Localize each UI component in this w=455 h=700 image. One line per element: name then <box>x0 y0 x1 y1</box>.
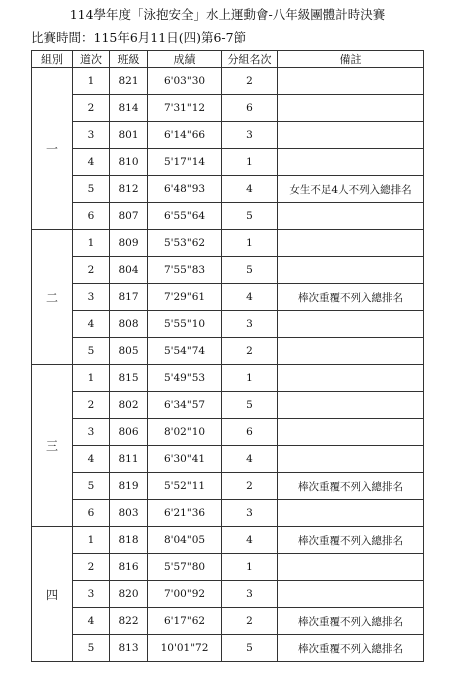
note-cell <box>278 122 424 149</box>
time-cell: 6'55"64 <box>148 203 222 230</box>
note-cell: 棒次重覆不列入總排名 <box>278 473 424 500</box>
header-group: 組別 <box>32 51 73 68</box>
note-cell: 棒次重覆不列入總排名 <box>278 527 424 554</box>
class-cell: 807 <box>110 203 148 230</box>
lane-cell: 3 <box>73 419 110 446</box>
table-header <box>32 51 424 68</box>
rank-cell: 3 <box>222 581 278 608</box>
time-cell: 7'29"61 <box>148 284 222 311</box>
table-row <box>32 338 424 365</box>
note-cell <box>278 365 424 392</box>
table-row <box>32 68 424 95</box>
lane-cell: 3 <box>73 122 110 149</box>
table-row <box>32 635 424 662</box>
class-cell: 815 <box>110 365 148 392</box>
rank-cell: 6 <box>222 95 278 122</box>
time-cell: 7'31"12 <box>148 95 222 122</box>
class-cell: 814 <box>110 95 148 122</box>
note-cell <box>278 68 424 95</box>
time-cell: 5'52"11 <box>148 473 222 500</box>
rank-cell: 5 <box>222 203 278 230</box>
table-row <box>32 149 424 176</box>
time-cell: 7'00"92 <box>148 581 222 608</box>
note-cell: 棒次重覆不列入總排名 <box>278 635 424 662</box>
table-row <box>32 473 424 500</box>
lane-cell: 1 <box>73 527 110 554</box>
table-row <box>32 527 424 554</box>
lane-cell: 1 <box>73 230 110 257</box>
table-row <box>32 95 424 122</box>
class-cell: 802 <box>110 392 148 419</box>
group-cell: 二 <box>32 230 73 365</box>
class-cell: 804 <box>110 257 148 284</box>
table-row <box>32 365 424 392</box>
lane-cell: 2 <box>73 554 110 581</box>
table-row <box>32 311 424 338</box>
class-cell: 806 <box>110 419 148 446</box>
note-cell <box>278 581 424 608</box>
time-cell: 10'01"72 <box>148 635 222 662</box>
class-cell: 809 <box>110 230 148 257</box>
class-cell: 810 <box>110 149 148 176</box>
lane-cell: 2 <box>73 95 110 122</box>
time-cell: 6'48"93 <box>148 176 222 203</box>
results-table <box>31 50 424 662</box>
lane-cell: 6 <box>73 203 110 230</box>
note-cell <box>278 257 424 284</box>
time-cell: 5'53"62 <box>148 230 222 257</box>
time-cell: 7'55"83 <box>148 257 222 284</box>
lane-cell: 4 <box>73 446 110 473</box>
lane-cell: 5 <box>73 635 110 662</box>
lane-cell: 5 <box>73 176 110 203</box>
table-row <box>32 446 424 473</box>
rank-cell: 5 <box>222 635 278 662</box>
note-cell <box>278 554 424 581</box>
table-row <box>32 392 424 419</box>
time-cell: 6'34"57 <box>148 392 222 419</box>
table-row <box>32 500 424 527</box>
time-cell: 6'17"62 <box>148 608 222 635</box>
rank-cell: 5 <box>222 257 278 284</box>
lane-cell: 6 <box>73 500 110 527</box>
lane-cell: 2 <box>73 392 110 419</box>
note-cell <box>278 230 424 257</box>
table-row <box>32 608 424 635</box>
lane-cell: 4 <box>73 311 110 338</box>
time-cell: 5'54"74 <box>148 338 222 365</box>
table-row <box>32 257 424 284</box>
note-cell <box>278 203 424 230</box>
rank-cell: 4 <box>222 284 278 311</box>
group-cell: 三 <box>32 365 73 527</box>
rank-cell: 1 <box>222 365 278 392</box>
note-cell: 女生不足4人不列入總排名 <box>278 176 424 203</box>
rank-cell: 2 <box>222 338 278 365</box>
table-body <box>32 68 424 662</box>
rank-cell: 6 <box>222 419 278 446</box>
header-lane: 道次 <box>73 51 110 68</box>
lane-cell: 4 <box>73 608 110 635</box>
note-cell <box>278 338 424 365</box>
lane-cell: 1 <box>73 365 110 392</box>
rank-cell: 3 <box>222 122 278 149</box>
lane-cell: 2 <box>73 257 110 284</box>
rank-cell: 4 <box>222 527 278 554</box>
class-cell: 801 <box>110 122 148 149</box>
class-cell: 819 <box>110 473 148 500</box>
time-cell: 6'21"36 <box>148 500 222 527</box>
header-rank: 分組名次 <box>222 51 278 68</box>
note-cell <box>278 392 424 419</box>
rank-cell: 3 <box>222 500 278 527</box>
note-cell <box>278 149 424 176</box>
note-cell: 棒次重覆不列入總排名 <box>278 284 424 311</box>
lane-cell: 3 <box>73 284 110 311</box>
rank-cell: 2 <box>222 608 278 635</box>
note-cell: 棒次重覆不列入總排名 <box>278 608 424 635</box>
class-cell: 821 <box>110 68 148 95</box>
time-cell: 5'49"53 <box>148 365 222 392</box>
time-cell: 8'02"10 <box>148 419 222 446</box>
header-time: 成績 <box>148 51 222 68</box>
class-cell: 816 <box>110 554 148 581</box>
document-title: 114學年度「泳抱安全」水上運動會-八年級團體計時決賽 <box>69 7 386 22</box>
rank-cell: 2 <box>222 473 278 500</box>
class-cell: 805 <box>110 338 148 365</box>
class-cell: 818 <box>110 527 148 554</box>
note-cell <box>278 95 424 122</box>
class-cell: 820 <box>110 581 148 608</box>
table-row <box>32 284 424 311</box>
competition-time: 比賽時間：115年6月11日(四)第6-7節 <box>31 30 247 45</box>
lane-cell: 5 <box>73 473 110 500</box>
rank-cell: 2 <box>222 68 278 95</box>
rank-cell: 5 <box>222 392 278 419</box>
class-cell: 812 <box>110 176 148 203</box>
time-cell: 6'30"41 <box>148 446 222 473</box>
rank-cell: 1 <box>222 554 278 581</box>
group-cell: 一 <box>32 68 73 230</box>
table-row <box>32 581 424 608</box>
table-row <box>32 554 424 581</box>
header-row <box>32 51 424 68</box>
class-cell: 808 <box>110 311 148 338</box>
time-cell: 5'57"80 <box>148 554 222 581</box>
group-cell: 四 <box>32 527 73 662</box>
table-row <box>32 176 424 203</box>
lane-cell: 3 <box>73 581 110 608</box>
class-cell: 822 <box>110 608 148 635</box>
note-cell <box>278 500 424 527</box>
rank-cell: 3 <box>222 311 278 338</box>
note-cell <box>278 311 424 338</box>
class-cell: 803 <box>110 500 148 527</box>
table-row <box>32 230 424 257</box>
table-row <box>32 122 424 149</box>
lane-cell: 1 <box>73 68 110 95</box>
class-cell: 811 <box>110 446 148 473</box>
header-class: 班級 <box>110 51 148 68</box>
header-note: 備註 <box>278 51 424 68</box>
note-cell <box>278 446 424 473</box>
table-row <box>32 419 424 446</box>
time-cell: 8'04"05 <box>148 527 222 554</box>
rank-cell: 1 <box>222 230 278 257</box>
table-row <box>32 203 424 230</box>
rank-cell: 4 <box>222 446 278 473</box>
rank-cell: 4 <box>222 176 278 203</box>
lane-cell: 5 <box>73 338 110 365</box>
time-cell: 5'17"14 <box>148 149 222 176</box>
lane-cell: 4 <box>73 149 110 176</box>
class-cell: 813 <box>110 635 148 662</box>
note-cell <box>278 419 424 446</box>
time-cell: 5'55"10 <box>148 311 222 338</box>
time-cell: 6'03"30 <box>148 68 222 95</box>
class-cell: 817 <box>110 284 148 311</box>
time-cell: 6'14"66 <box>148 122 222 149</box>
rank-cell: 1 <box>222 149 278 176</box>
